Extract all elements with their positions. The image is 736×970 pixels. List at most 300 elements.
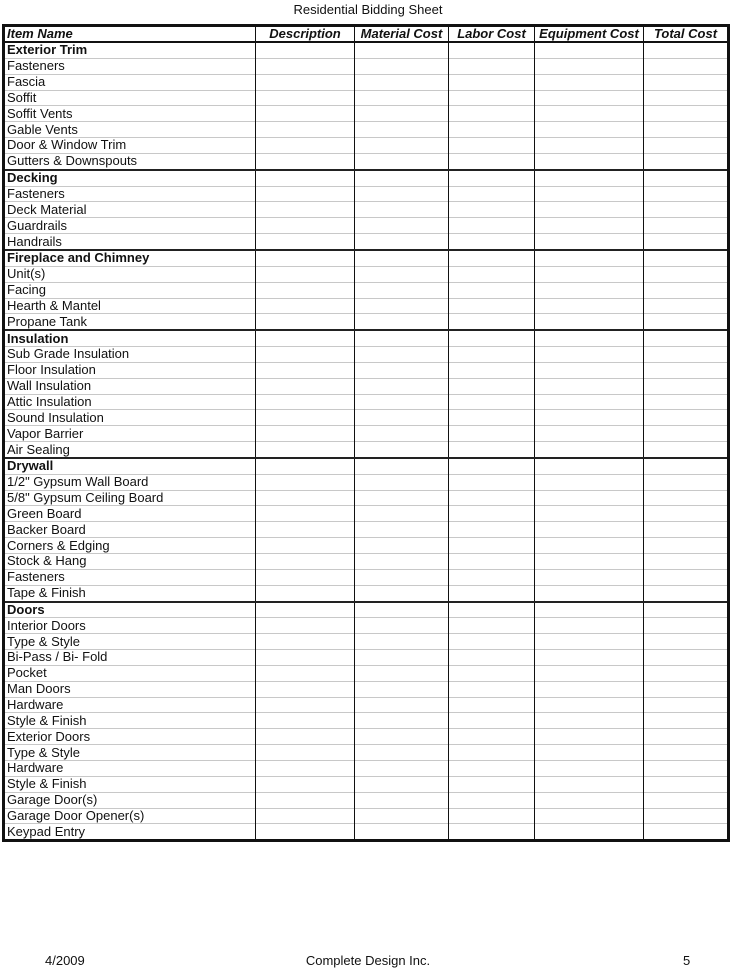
equipment-cost-cell[interactable] — [535, 458, 644, 474]
equipment-cost-cell[interactable] — [535, 266, 644, 282]
description-cell[interactable] — [256, 170, 355, 186]
labor-cost-cell[interactable] — [449, 681, 535, 697]
description-cell[interactable] — [256, 378, 355, 394]
labor-cost-cell[interactable] — [449, 122, 535, 138]
table-row — [4, 106, 729, 122]
labor-cost-cell[interactable] — [449, 90, 535, 106]
item-name-cell: Deck Material — [4, 202, 256, 218]
total-cost-cell[interactable] — [644, 618, 729, 634]
description-cell[interactable] — [256, 474, 355, 490]
labor-cost-cell[interactable] — [449, 618, 535, 634]
equipment-cost-cell[interactable] — [535, 729, 644, 745]
total-cost-cell[interactable] — [644, 792, 729, 808]
description-cell[interactable] — [256, 122, 355, 138]
description-cell[interactable] — [256, 234, 355, 250]
labor-cost-cell[interactable] — [449, 250, 535, 266]
material-cost-cell[interactable] — [355, 824, 449, 841]
description-cell[interactable] — [256, 808, 355, 824]
total-cost-cell[interactable] — [644, 442, 729, 458]
labor-cost-cell[interactable] — [449, 138, 535, 154]
equipment-cost-cell[interactable] — [535, 665, 644, 681]
description-cell[interactable] — [256, 792, 355, 808]
description-cell[interactable] — [256, 394, 355, 410]
section-row — [4, 250, 729, 266]
material-cost-cell[interactable] — [355, 298, 449, 314]
labor-cost-cell[interactable] — [449, 569, 535, 585]
material-cost-cell[interactable] — [355, 58, 449, 74]
description-cell[interactable] — [256, 330, 355, 346]
equipment-cost-cell[interactable] — [535, 618, 644, 634]
description-cell[interactable] — [256, 650, 355, 666]
table-row — [4, 314, 729, 330]
material-cost-cell[interactable] — [355, 697, 449, 713]
description-cell[interactable] — [256, 554, 355, 570]
material-cost-cell[interactable] — [355, 138, 449, 154]
material-cost-cell[interactable] — [355, 665, 449, 681]
equipment-cost-cell[interactable] — [535, 347, 644, 363]
total-cost-cell[interactable] — [644, 90, 729, 106]
description-cell[interactable] — [256, 347, 355, 363]
item-name-cell: Sub Grade Insulation — [4, 347, 256, 363]
total-cost-cell[interactable] — [644, 776, 729, 792]
equipment-cost-cell[interactable] — [535, 602, 644, 618]
description-cell[interactable] — [256, 729, 355, 745]
total-cost-cell[interactable] — [644, 347, 729, 363]
description-cell[interactable] — [256, 442, 355, 458]
total-cost-cell[interactable] — [644, 266, 729, 282]
labor-cost-cell[interactable] — [449, 347, 535, 363]
item-name-cell: Soffit Vents — [4, 106, 256, 122]
total-cost-cell[interactable] — [644, 585, 729, 601]
labor-cost-cell[interactable] — [449, 458, 535, 474]
total-cost-cell[interactable] — [644, 122, 729, 138]
description-cell[interactable] — [256, 490, 355, 506]
total-cost-cell[interactable] — [644, 74, 729, 90]
table-body — [4, 42, 729, 841]
total-cost-cell[interactable] — [644, 665, 729, 681]
equipment-cost-cell[interactable] — [535, 681, 644, 697]
total-cost-cell[interactable] — [644, 410, 729, 426]
equipment-cost-cell[interactable] — [535, 106, 644, 122]
material-cost-cell[interactable] — [355, 458, 449, 474]
labor-cost-cell[interactable] — [449, 330, 535, 346]
total-cost-cell[interactable] — [644, 186, 729, 202]
item-name-cell: Bi-Pass / Bi- Fold — [4, 650, 256, 666]
labor-cost-cell[interactable] — [449, 490, 535, 506]
equipment-cost-cell[interactable] — [535, 522, 644, 538]
equipment-cost-cell[interactable] — [535, 138, 644, 154]
total-cost-cell[interactable] — [644, 250, 729, 266]
labor-cost-cell[interactable] — [449, 585, 535, 601]
description-cell[interactable] — [256, 90, 355, 106]
item-name-cell: Guardrails — [4, 218, 256, 234]
description-cell[interactable] — [256, 776, 355, 792]
description-cell[interactable] — [256, 250, 355, 266]
equipment-cost-cell[interactable] — [535, 490, 644, 506]
equipment-cost-cell[interactable] — [535, 378, 644, 394]
total-cost-cell[interactable] — [644, 650, 729, 666]
total-cost-cell[interactable] — [644, 106, 729, 122]
table-row — [4, 122, 729, 138]
equipment-cost-cell[interactable] — [535, 122, 644, 138]
equipment-cost-cell[interactable] — [535, 90, 644, 106]
equipment-cost-cell[interactable] — [535, 538, 644, 554]
description-cell[interactable] — [256, 153, 355, 169]
material-cost-cell[interactable] — [355, 554, 449, 570]
description-cell[interactable] — [256, 569, 355, 585]
description-cell[interactable] — [256, 298, 355, 314]
equipment-cost-cell[interactable] — [535, 697, 644, 713]
equipment-cost-cell[interactable] — [535, 202, 644, 218]
section-row — [4, 330, 729, 346]
labor-cost-cell[interactable] — [449, 218, 535, 234]
material-cost-cell[interactable] — [355, 218, 449, 234]
description-cell[interactable] — [256, 266, 355, 282]
table-row — [4, 298, 729, 314]
table-row — [4, 282, 729, 298]
labor-cost-cell[interactable] — [449, 745, 535, 761]
item-name-cell: Propane Tank — [4, 314, 256, 330]
total-cost-cell[interactable] — [644, 458, 729, 474]
equipment-cost-cell[interactable] — [535, 506, 644, 522]
equipment-cost-cell[interactable] — [535, 474, 644, 490]
material-cost-cell[interactable] — [355, 634, 449, 650]
material-cost-cell[interactable] — [355, 522, 449, 538]
labor-cost-cell[interactable] — [449, 522, 535, 538]
material-cost-cell[interactable] — [355, 362, 449, 378]
material-cost-cell[interactable] — [355, 760, 449, 776]
item-name-cell: Door & Window Trim — [4, 138, 256, 154]
labor-cost-cell[interactable] — [449, 634, 535, 650]
equipment-cost-cell[interactable] — [535, 713, 644, 729]
material-cost-cell[interactable] — [355, 186, 449, 202]
description-cell[interactable] — [256, 42, 355, 58]
equipment-cost-cell[interactable] — [535, 250, 644, 266]
labor-cost-cell[interactable] — [449, 697, 535, 713]
item-name-cell: Stock & Hang — [4, 554, 256, 570]
material-cost-cell[interactable] — [355, 808, 449, 824]
equipment-cost-cell[interactable] — [535, 569, 644, 585]
table-row — [4, 808, 729, 824]
description-cell[interactable] — [256, 602, 355, 618]
material-cost-cell[interactable] — [355, 474, 449, 490]
description-cell[interactable] — [256, 410, 355, 426]
labor-cost-cell[interactable] — [449, 74, 535, 90]
total-cost-cell[interactable] — [644, 138, 729, 154]
total-cost-cell[interactable] — [644, 170, 729, 186]
item-name-cell: Type & Style — [4, 634, 256, 650]
table-row — [4, 410, 729, 426]
material-cost-cell[interactable] — [355, 569, 449, 585]
table-row — [4, 569, 729, 585]
labor-cost-cell[interactable] — [449, 729, 535, 745]
table-row — [4, 634, 729, 650]
item-name-cell: Backer Board — [4, 522, 256, 538]
description-cell[interactable] — [256, 824, 355, 841]
table-row — [4, 234, 729, 250]
material-cost-cell[interactable] — [355, 250, 449, 266]
material-cost-cell[interactable] — [355, 153, 449, 169]
item-name-cell: Doors — [4, 602, 256, 618]
labor-cost-cell[interactable] — [449, 170, 535, 186]
equipment-cost-cell[interactable] — [535, 282, 644, 298]
labor-cost-cell[interactable] — [449, 792, 535, 808]
item-name-cell: Sound Insulation — [4, 410, 256, 426]
material-cost-cell[interactable] — [355, 202, 449, 218]
equipment-cost-cell[interactable] — [535, 650, 644, 666]
material-cost-cell[interactable] — [355, 442, 449, 458]
item-name-cell: Fasteners — [4, 569, 256, 585]
material-cost-cell[interactable] — [355, 426, 449, 442]
material-cost-cell[interactable] — [355, 490, 449, 506]
description-cell[interactable] — [256, 585, 355, 601]
table-row — [4, 745, 729, 761]
equipment-cost-cell[interactable] — [535, 186, 644, 202]
material-cost-cell[interactable] — [355, 394, 449, 410]
item-name-cell: 5/8" Gypsum Ceiling Board — [4, 490, 256, 506]
description-cell[interactable] — [256, 618, 355, 634]
description-cell[interactable] — [256, 186, 355, 202]
description-cell[interactable] — [256, 713, 355, 729]
total-cost-cell[interactable] — [644, 298, 729, 314]
equipment-cost-cell[interactable] — [535, 745, 644, 761]
material-cost-cell[interactable] — [355, 74, 449, 90]
material-cost-cell[interactable] — [355, 650, 449, 666]
material-cost-cell[interactable] — [355, 314, 449, 330]
total-cost-cell[interactable] — [644, 153, 729, 169]
item-name-cell: Hearth & Mantel — [4, 298, 256, 314]
labor-cost-cell[interactable] — [449, 824, 535, 841]
equipment-cost-cell[interactable] — [535, 410, 644, 426]
material-cost-cell[interactable] — [355, 602, 449, 618]
description-cell[interactable] — [256, 697, 355, 713]
table-row — [4, 378, 729, 394]
item-name-cell: Fasteners — [4, 186, 256, 202]
total-cost-cell[interactable] — [644, 522, 729, 538]
total-cost-cell[interactable] — [644, 378, 729, 394]
item-name-cell: Garage Door Opener(s) — [4, 808, 256, 824]
labor-cost-cell[interactable] — [449, 58, 535, 74]
material-cost-cell[interactable] — [355, 792, 449, 808]
total-cost-cell[interactable] — [644, 602, 729, 618]
equipment-cost-cell[interactable] — [535, 218, 644, 234]
item-name-cell: Gutters & Downspouts — [4, 153, 256, 169]
total-cost-cell[interactable] — [644, 426, 729, 442]
equipment-cost-cell[interactable] — [535, 42, 644, 58]
item-name-cell: Drywall — [4, 458, 256, 474]
labor-cost-cell[interactable] — [449, 713, 535, 729]
total-cost-cell[interactable] — [644, 42, 729, 58]
total-cost-cell[interactable] — [644, 330, 729, 346]
equipment-cost-cell[interactable] — [535, 170, 644, 186]
description-cell[interactable] — [256, 314, 355, 330]
equipment-cost-cell[interactable] — [535, 585, 644, 601]
table-row — [4, 218, 729, 234]
total-cost-cell[interactable] — [644, 314, 729, 330]
labor-cost-cell[interactable] — [449, 186, 535, 202]
equipment-cost-cell[interactable] — [535, 760, 644, 776]
material-cost-cell[interactable] — [355, 410, 449, 426]
total-cost-cell[interactable] — [644, 506, 729, 522]
equipment-cost-cell[interactable] — [535, 808, 644, 824]
total-cost-cell[interactable] — [644, 634, 729, 650]
equipment-cost-cell[interactable] — [535, 394, 644, 410]
description-cell[interactable] — [256, 218, 355, 234]
column-header-labor-cost: Labor Cost — [449, 26, 535, 43]
description-cell[interactable] — [256, 458, 355, 474]
material-cost-cell[interactable] — [355, 713, 449, 729]
material-cost-cell[interactable] — [355, 745, 449, 761]
material-cost-cell[interactable] — [355, 506, 449, 522]
description-cell[interactable] — [256, 282, 355, 298]
total-cost-cell[interactable] — [644, 760, 729, 776]
equipment-cost-cell[interactable] — [535, 74, 644, 90]
equipment-cost-cell[interactable] — [535, 314, 644, 330]
labor-cost-cell[interactable] — [449, 538, 535, 554]
labor-cost-cell[interactable] — [449, 153, 535, 169]
labor-cost-cell[interactable] — [449, 234, 535, 250]
description-cell[interactable] — [256, 745, 355, 761]
labor-cost-cell[interactable] — [449, 298, 535, 314]
total-cost-cell[interactable] — [644, 569, 729, 585]
material-cost-cell[interactable] — [355, 234, 449, 250]
labor-cost-cell[interactable] — [449, 410, 535, 426]
labor-cost-cell[interactable] — [449, 665, 535, 681]
total-cost-cell[interactable] — [644, 681, 729, 697]
labor-cost-cell[interactable] — [449, 266, 535, 282]
total-cost-cell[interactable] — [644, 808, 729, 824]
labor-cost-cell[interactable] — [449, 776, 535, 792]
material-cost-cell[interactable] — [355, 538, 449, 554]
material-cost-cell[interactable] — [355, 122, 449, 138]
equipment-cost-cell[interactable] — [535, 824, 644, 841]
equipment-cost-cell[interactable] — [535, 442, 644, 458]
table-row — [4, 776, 729, 792]
item-name-cell: Keypad Entry — [4, 824, 256, 841]
total-cost-cell[interactable] — [644, 202, 729, 218]
equipment-cost-cell[interactable] — [535, 234, 644, 250]
total-cost-cell[interactable] — [644, 490, 729, 506]
description-cell[interactable] — [256, 138, 355, 154]
equipment-cost-cell[interactable] — [535, 792, 644, 808]
total-cost-cell[interactable] — [644, 713, 729, 729]
total-cost-cell[interactable] — [644, 234, 729, 250]
total-cost-cell[interactable] — [644, 697, 729, 713]
material-cost-cell[interactable] — [355, 282, 449, 298]
material-cost-cell[interactable] — [355, 681, 449, 697]
equipment-cost-cell[interactable] — [535, 153, 644, 169]
item-name-cell: Green Board — [4, 506, 256, 522]
description-cell[interactable] — [256, 58, 355, 74]
description-cell[interactable] — [256, 538, 355, 554]
equipment-cost-cell[interactable] — [535, 776, 644, 792]
table-row — [4, 729, 729, 745]
material-cost-cell[interactable] — [355, 776, 449, 792]
description-cell[interactable] — [256, 74, 355, 90]
equipment-cost-cell[interactable] — [535, 554, 644, 570]
item-name-cell: Handrails — [4, 234, 256, 250]
labor-cost-cell[interactable] — [449, 426, 535, 442]
labor-cost-cell[interactable] — [449, 760, 535, 776]
material-cost-cell[interactable] — [355, 106, 449, 122]
material-cost-cell[interactable] — [355, 266, 449, 282]
description-cell[interactable] — [256, 506, 355, 522]
description-cell[interactable] — [256, 522, 355, 538]
total-cost-cell[interactable] — [644, 362, 729, 378]
equipment-cost-cell[interactable] — [535, 58, 644, 74]
description-cell[interactable] — [256, 760, 355, 776]
total-cost-cell[interactable] — [644, 58, 729, 74]
total-cost-cell[interactable] — [644, 729, 729, 745]
material-cost-cell[interactable] — [355, 330, 449, 346]
material-cost-cell[interactable] — [355, 618, 449, 634]
labor-cost-cell[interactable] — [449, 554, 535, 570]
equipment-cost-cell[interactable] — [535, 362, 644, 378]
labor-cost-cell[interactable] — [449, 282, 535, 298]
description-cell[interactable] — [256, 634, 355, 650]
material-cost-cell[interactable] — [355, 90, 449, 106]
table-row — [4, 538, 729, 554]
description-cell[interactable] — [256, 665, 355, 681]
item-name-cell: Style & Finish — [4, 776, 256, 792]
equipment-cost-cell[interactable] — [535, 634, 644, 650]
labor-cost-cell[interactable] — [449, 106, 535, 122]
labor-cost-cell[interactable] — [449, 42, 535, 58]
table-row — [4, 506, 729, 522]
description-cell[interactable] — [256, 426, 355, 442]
labor-cost-cell[interactable] — [449, 808, 535, 824]
description-cell[interactable] — [256, 681, 355, 697]
material-cost-cell[interactable] — [355, 378, 449, 394]
total-cost-cell[interactable] — [644, 824, 729, 841]
labor-cost-cell[interactable] — [449, 602, 535, 618]
description-cell[interactable] — [256, 202, 355, 218]
material-cost-cell[interactable] — [355, 729, 449, 745]
table-row — [4, 138, 729, 154]
labor-cost-cell[interactable] — [449, 394, 535, 410]
item-name-cell: Hardware — [4, 697, 256, 713]
labor-cost-cell[interactable] — [449, 314, 535, 330]
material-cost-cell[interactable] — [355, 347, 449, 363]
total-cost-cell[interactable] — [644, 218, 729, 234]
total-cost-cell[interactable] — [644, 474, 729, 490]
description-cell[interactable] — [256, 106, 355, 122]
labor-cost-cell[interactable] — [449, 442, 535, 458]
footer-date: 4/2009 — [45, 953, 85, 968]
table-row — [4, 697, 729, 713]
labor-cost-cell[interactable] — [449, 650, 535, 666]
labor-cost-cell[interactable] — [449, 362, 535, 378]
equipment-cost-cell[interactable] — [535, 426, 644, 442]
total-cost-cell[interactable] — [644, 394, 729, 410]
total-cost-cell[interactable] — [644, 745, 729, 761]
material-cost-cell[interactable] — [355, 42, 449, 58]
table-row — [4, 426, 729, 442]
labor-cost-cell[interactable] — [449, 378, 535, 394]
equipment-cost-cell[interactable] — [535, 330, 644, 346]
description-cell[interactable] — [256, 362, 355, 378]
total-cost-cell[interactable] — [644, 554, 729, 570]
total-cost-cell[interactable] — [644, 538, 729, 554]
equipment-cost-cell[interactable] — [535, 298, 644, 314]
labor-cost-cell[interactable] — [449, 474, 535, 490]
material-cost-cell[interactable] — [355, 585, 449, 601]
labor-cost-cell[interactable] — [449, 202, 535, 218]
item-name-cell: Corners & Edging — [4, 538, 256, 554]
total-cost-cell[interactable] — [644, 282, 729, 298]
labor-cost-cell[interactable] — [449, 506, 535, 522]
material-cost-cell[interactable] — [355, 170, 449, 186]
